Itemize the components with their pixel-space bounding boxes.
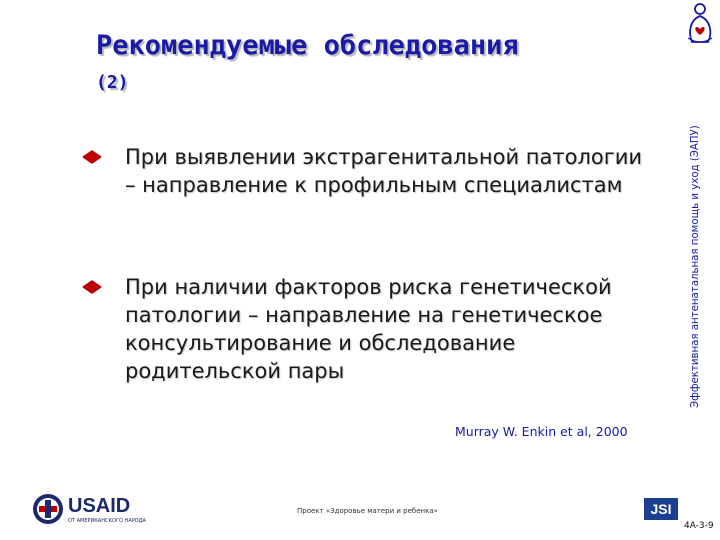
slide-code: 4A-3-9 xyxy=(684,521,714,531)
mother-child-heart-icon xyxy=(682,2,718,46)
jsi-logo: JSI xyxy=(644,498,678,520)
bullet-text: При выявлении экстрагенитальной патологии – направление к профильным специалистам xyxy=(125,145,643,197)
citation: Murray W. Enkin et al, 2000 xyxy=(455,424,628,439)
vertical-caption-text: Эффективная антенатальная помощь и уход (ЭАПУ) xyxy=(690,125,701,408)
slide-subtitle: (2) xyxy=(96,72,129,93)
usaid-tagline: ОТ АМЕРИКАНСКОГО НАРОДА xyxy=(68,518,146,524)
vertical-caption xyxy=(690,108,710,408)
footer-project: Проект «Здоровье матери и ребенка» xyxy=(297,507,438,515)
usaid-seal-icon xyxy=(32,493,64,525)
diamond-bullet-icon xyxy=(82,150,102,164)
slide-title: Рекомендуемые обследования xyxy=(96,30,519,61)
usaid-logo xyxy=(32,490,150,530)
usaid-wordmark: USAID xyxy=(68,495,131,517)
diamond-bullet-icon xyxy=(82,280,102,294)
bullet-text: При наличии факторов риска генетической патологии – направление на генетическое консультирование и обследование родительской пары xyxy=(125,275,612,383)
